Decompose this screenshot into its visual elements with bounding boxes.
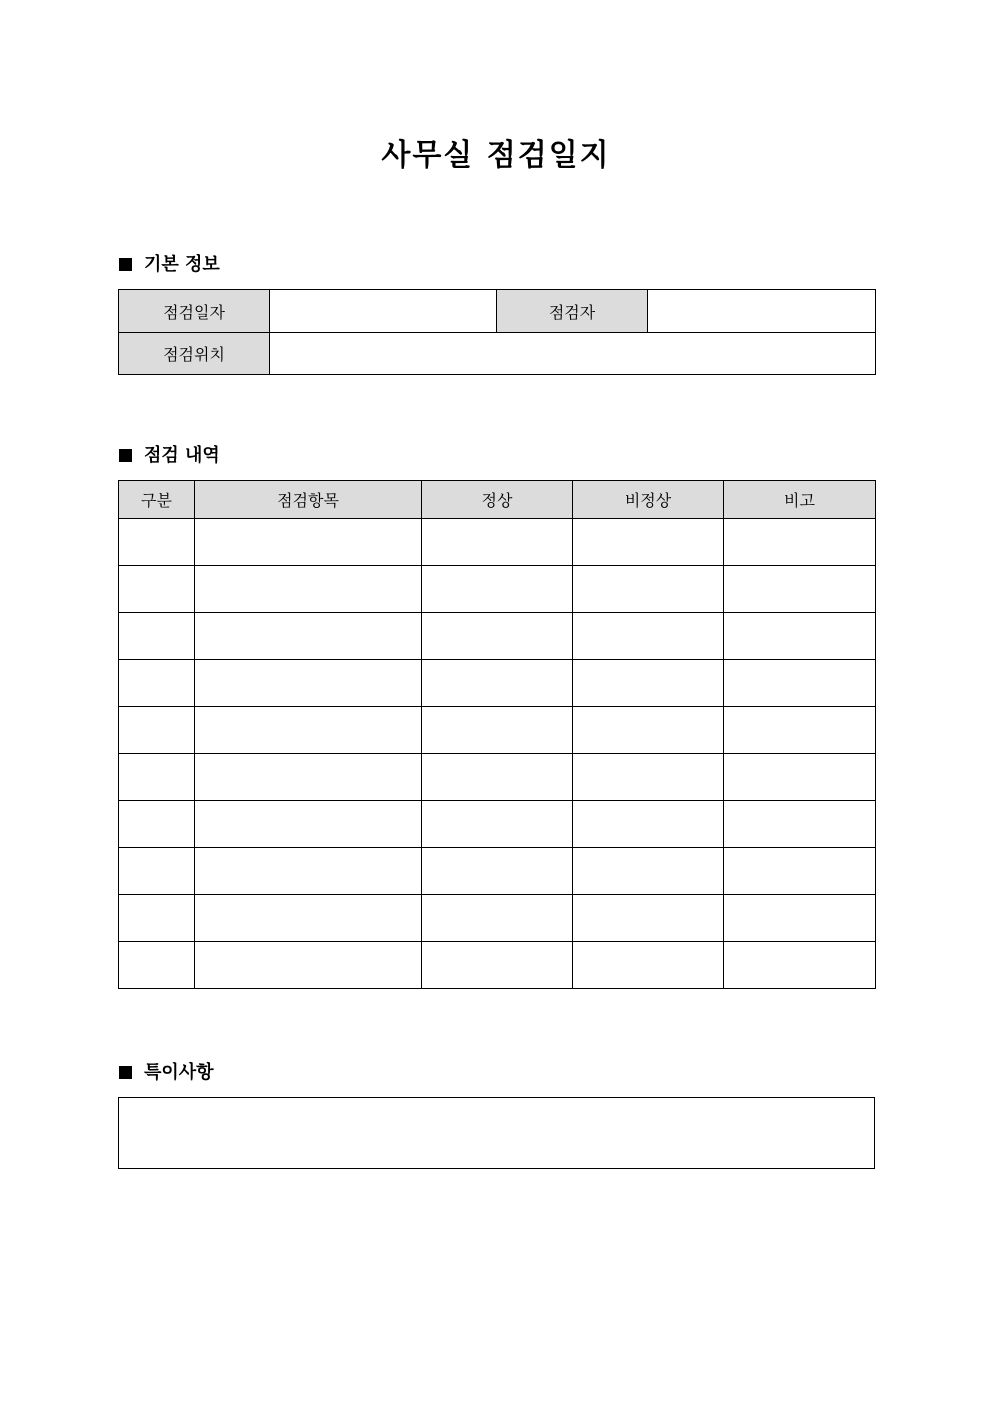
cell-category[interactable] [119, 942, 195, 989]
cell-remarks[interactable] [724, 895, 876, 942]
cell-category[interactable] [119, 566, 195, 613]
cell-item[interactable] [195, 613, 422, 660]
inspection-table [118, 480, 876, 989]
cell-abnormal[interactable] [573, 519, 724, 566]
table-row [119, 754, 876, 801]
cell-remarks[interactable] [724, 754, 876, 801]
cell-normal[interactable] [422, 613, 573, 660]
cell-remarks[interactable] [724, 519, 876, 566]
inspection-header-row [119, 481, 876, 519]
basic-info-row-1 [119, 290, 876, 333]
cell-category[interactable] [119, 707, 195, 754]
location-label: 점검위치 [119, 333, 270, 375]
inspector-label: 점검자 [497, 290, 648, 333]
cell-item[interactable] [195, 660, 422, 707]
cell-remarks[interactable] [724, 848, 876, 895]
cell-remarks[interactable] [724, 613, 876, 660]
table-row [119, 942, 876, 989]
cell-abnormal[interactable] [573, 895, 724, 942]
cell-normal[interactable] [422, 895, 573, 942]
notes-box[interactable] [118, 1097, 875, 1169]
column-header-category: 구분 [119, 481, 195, 519]
cell-normal[interactable] [422, 801, 573, 848]
inspection-body [119, 519, 876, 989]
table-row [119, 660, 876, 707]
cell-abnormal[interactable] [573, 613, 724, 660]
table-row [119, 801, 876, 848]
inspector-field[interactable] [648, 290, 876, 333]
cell-abnormal[interactable] [573, 707, 724, 754]
inspection-heading: 점검 내역 [144, 445, 220, 466]
column-header-remarks: 비고 [724, 481, 876, 519]
location-field[interactable] [270, 333, 876, 375]
basic-info-row-2 [119, 333, 876, 375]
cell-abnormal[interactable] [573, 801, 724, 848]
cell-category[interactable] [119, 613, 195, 660]
cell-normal[interactable] [422, 942, 573, 989]
cell-normal[interactable] [422, 754, 573, 801]
square-bullet-icon [119, 449, 132, 462]
column-header-item: 점검항목 [195, 481, 422, 519]
cell-item[interactable] [195, 801, 422, 848]
date-label: 점검일자 [119, 290, 270, 333]
cell-remarks[interactable] [724, 707, 876, 754]
cell-remarks[interactable] [724, 801, 876, 848]
cell-category[interactable] [119, 801, 195, 848]
cell-item[interactable] [195, 848, 422, 895]
cell-category[interactable] [119, 895, 195, 942]
basic-info-table [118, 289, 876, 375]
cell-normal[interactable] [422, 519, 573, 566]
table-row [119, 707, 876, 754]
square-bullet-icon [119, 1066, 132, 1079]
cell-item[interactable] [195, 895, 422, 942]
cell-category[interactable] [119, 848, 195, 895]
date-field[interactable] [270, 290, 497, 333]
table-row [119, 895, 876, 942]
cell-normal[interactable] [422, 707, 573, 754]
cell-abnormal[interactable] [573, 660, 724, 707]
cell-normal[interactable] [422, 660, 573, 707]
cell-abnormal[interactable] [573, 754, 724, 801]
cell-abnormal[interactable] [573, 942, 724, 989]
table-row [119, 613, 876, 660]
inspection-section-title [119, 444, 220, 468]
basic-info-heading: 기본 정보 [144, 254, 220, 275]
cell-normal[interactable] [422, 566, 573, 613]
cell-normal[interactable] [422, 848, 573, 895]
basic-info-section-title [119, 253, 220, 277]
cell-remarks[interactable] [724, 660, 876, 707]
cell-item[interactable] [195, 942, 422, 989]
cell-item[interactable] [195, 566, 422, 613]
square-bullet-icon [119, 258, 132, 271]
notes-section-title [119, 1061, 214, 1085]
page-title: 사무실 점검일지 [381, 138, 611, 173]
column-header-normal: 정상 [422, 481, 573, 519]
cell-abnormal[interactable] [573, 566, 724, 613]
cell-item[interactable] [195, 754, 422, 801]
cell-item[interactable] [195, 707, 422, 754]
cell-category[interactable] [119, 660, 195, 707]
cell-remarks[interactable] [724, 566, 876, 613]
table-row [119, 848, 876, 895]
cell-item[interactable] [195, 519, 422, 566]
cell-category[interactable] [119, 754, 195, 801]
table-row [119, 519, 876, 566]
column-header-abnormal: 비정상 [573, 481, 724, 519]
notes-heading: 특이사항 [144, 1062, 214, 1083]
table-row [119, 566, 876, 613]
cell-abnormal[interactable] [573, 848, 724, 895]
cell-remarks[interactable] [724, 942, 876, 989]
cell-category[interactable] [119, 519, 195, 566]
